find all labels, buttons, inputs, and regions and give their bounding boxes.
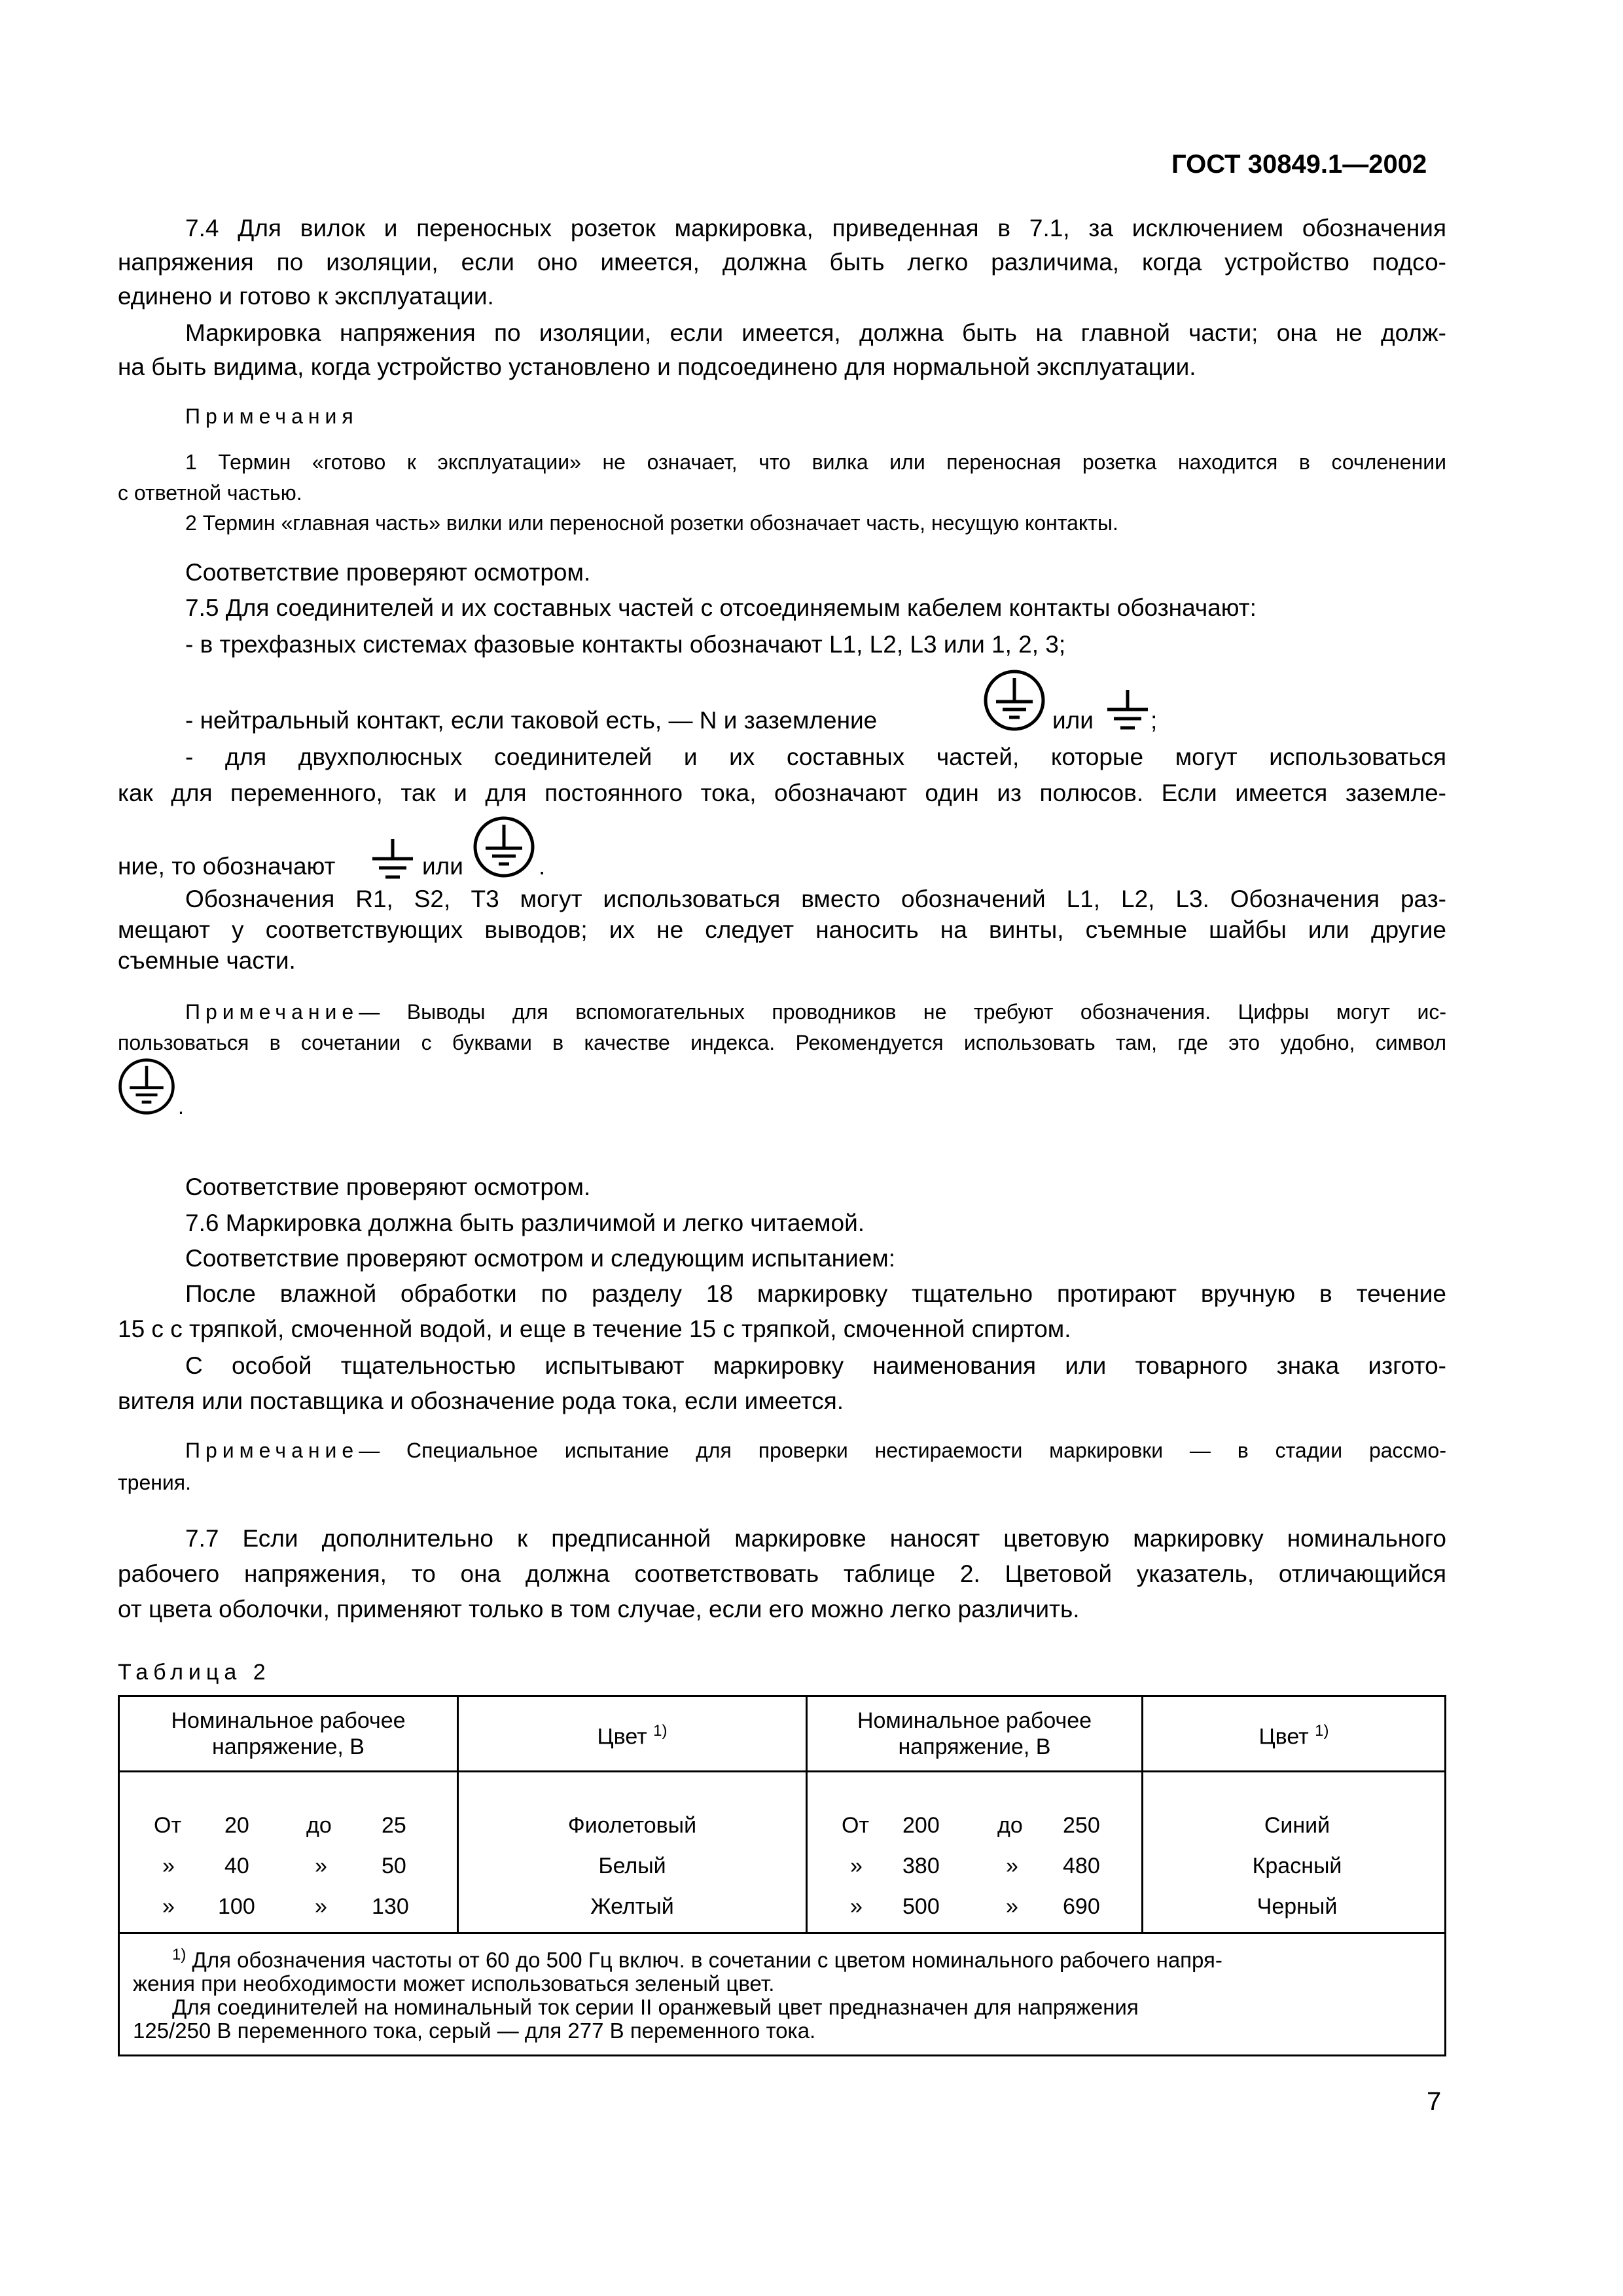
table-row-3-from: 100 bbox=[218, 1894, 255, 1919]
table-row-5-color: Красный bbox=[1252, 1854, 1342, 1878]
p77-line1: 7.7 Если дополнительно к предписанной маркировке наносят цветовую маркировку номинального bbox=[185, 1525, 1446, 1552]
protective-earth-symbol-icon bbox=[116, 1056, 177, 1117]
p75-line4: - для двухполюсных соединителей и их составных частей, которые могут использоваться bbox=[185, 744, 1446, 770]
table-row-3-pre: » bbox=[162, 1894, 175, 1919]
p75-line6-or: или bbox=[422, 853, 463, 880]
table-row-3-color: Желтый bbox=[590, 1894, 674, 1919]
note-aux-line3: . bbox=[178, 1095, 184, 1119]
table-row-3-mid: » bbox=[315, 1894, 327, 1919]
table-row-6-to: 690 bbox=[1063, 1894, 1100, 1919]
table-row-1-mid: до bbox=[306, 1813, 332, 1838]
table-row-2-from: 40 bbox=[224, 1854, 249, 1878]
check-inspection-1: Соответствие проверяют осмотром. bbox=[185, 559, 591, 586]
table-row-2-mid: » bbox=[315, 1854, 327, 1878]
earth-icon bbox=[1105, 687, 1150, 734]
header-color-left-sup: 1) bbox=[653, 1721, 668, 1740]
notes-title: Примечания bbox=[185, 404, 359, 428]
header-voltage-right bbox=[807, 1696, 1143, 1772]
footnote-sup: 1) bbox=[172, 1946, 187, 1964]
standard-designation: ГОСТ 30849.1—2002 bbox=[1171, 150, 1427, 179]
p75-line6-end: . bbox=[539, 853, 546, 880]
table-row-4-to: 250 bbox=[1063, 1813, 1100, 1838]
header-voltage-right-l1: Номинальное рабочее bbox=[857, 1708, 1092, 1733]
p75-line2: - в трехфазных системах фазовые контакты обозначают L1, L2, L3 или 1, 2, 3; bbox=[185, 631, 1066, 658]
p75-designation-line1: Обозначения R1, S2, T3 могут использоваться вместо обозначений L1, L2, L3. Обозначения раз- bbox=[185, 886, 1446, 912]
voltage-color-table bbox=[118, 1695, 1446, 2056]
note-test-text: — Специальное испытание для проверки нестираемости маркировки — в стадии рассмо- bbox=[359, 1439, 1446, 1462]
protective-earth-circle-icon bbox=[982, 668, 1047, 733]
p76-line4: 15 с с тряпкой, смоченной водой, и еще в течение 15 с тряпкой, смоченной спиртом. bbox=[118, 1316, 1071, 1342]
right-color-cell bbox=[1143, 1772, 1446, 1933]
left-color-cell bbox=[458, 1772, 807, 1933]
p75-designation-line2: мещают у соответствующих выводов; их не следует наносить на винты, съемные шайбы или другие bbox=[118, 916, 1446, 943]
p75-line6-text: ние, то обозначают bbox=[118, 853, 336, 880]
check-inspection-2: Соответствие проверяют осмотром. bbox=[185, 1174, 591, 1200]
footnote-line2: жения при необходимости может использоваться зеленый цвет. bbox=[133, 1971, 775, 1996]
table-row-1-to: 25 bbox=[382, 1813, 406, 1838]
note-aux-line2: пользоваться в сочетании с буквами в качестве индекса. Рекомендуется использовать там, где это удобно, символ bbox=[118, 1031, 1446, 1054]
p76-line5: С особой тщательностью испытывают маркировку наименования или товарного знака изгото- bbox=[185, 1352, 1446, 1379]
note-aux-line1 bbox=[185, 997, 1446, 1027]
table-row-6-from: 500 bbox=[902, 1894, 940, 1919]
table-row-2-pre: » bbox=[162, 1854, 175, 1878]
table-row-5-from: 380 bbox=[902, 1854, 940, 1878]
table-row-4-from: 200 bbox=[902, 1813, 940, 1838]
header-voltage-left-l2: напряжение, В bbox=[212, 1734, 365, 1759]
p75-line1: 7.5 Для соединителей и их составных частей с отсоединяемым кабелем контакты обозначают: bbox=[185, 594, 1257, 621]
table-row-4-color: Синий bbox=[1264, 1813, 1330, 1838]
header-color-left bbox=[458, 1696, 807, 1772]
header-color-left-text: Цвет bbox=[597, 1724, 647, 1749]
table-row-5-to: 480 bbox=[1063, 1854, 1100, 1878]
note-test-line2: трения. bbox=[118, 1471, 192, 1494]
p75-designation-line3: съемные части. bbox=[118, 947, 296, 974]
p75-line3-text: - нейтральный контакт, если таковой есть, — N и заземление bbox=[185, 707, 878, 734]
p77-line3: от цвета оболочки, применяют только в том случае, если его можно легко различить. bbox=[118, 1596, 1080, 1623]
note1-line1: 1 Термин «готово к эксплуатации» не означает, что вилка или переносная розетка находится в сочленении bbox=[185, 450, 1446, 474]
table-row-1-from: 20 bbox=[224, 1813, 249, 1838]
table-row-1-color: Фиолетовый bbox=[567, 1813, 697, 1838]
table-caption: Таблица 2 bbox=[118, 1660, 271, 1685]
footnote-line1 bbox=[133, 1943, 1431, 1972]
protective-earth-circle-icon-2 bbox=[471, 814, 537, 880]
header-voltage-left bbox=[119, 1696, 458, 1772]
header-voltage-left-l1: Номинальное рабочее bbox=[171, 1708, 406, 1733]
table-footnote bbox=[119, 1933, 1446, 2056]
p74-marking-line2: на быть видима, когда устройство установлено и подсоединено для нормальной эксплуатации. bbox=[118, 353, 1196, 380]
table-row-4-pre: От bbox=[842, 1813, 870, 1838]
table-row-4-mid: до bbox=[997, 1813, 1023, 1838]
p75-line3-end: ; bbox=[1150, 707, 1158, 734]
p77-line2: рабочего напряжения, то она должна соответствовать таблице 2. Цветовой указатель, отличающийся bbox=[118, 1560, 1446, 1587]
table-row-6-pre: » bbox=[850, 1894, 863, 1919]
table-row-2-to: 50 bbox=[382, 1854, 406, 1878]
header-color-right-text: Цвет bbox=[1258, 1724, 1309, 1749]
p75-line5: как для переменного, так и для постоянного тока, обозначают один из полюсов. Если имеется заземле- bbox=[118, 780, 1446, 806]
table-row-6-color: Черный bbox=[1257, 1894, 1338, 1919]
footnote-text-1: Для обозначения частоты от 60 до 500 Гц включ. в сочетании с цветом номинального рабочего напря- bbox=[192, 1948, 1222, 1972]
footnote-line4: 125/250 В переменного тока, серый — для 277 В переменного тока. bbox=[133, 2018, 816, 2043]
p74-line3: единено и готово к эксплуатации. bbox=[118, 283, 494, 310]
p75-line3-or: или bbox=[1052, 707, 1094, 734]
p76-line1: 7.6 Маркировка должна быть различимой и легко читаемой. bbox=[185, 1210, 865, 1236]
table-row-6-mid: » bbox=[1006, 1894, 1018, 1919]
note-test-label: Примечание bbox=[185, 1439, 359, 1462]
p76-line2: Соответствие проверяют осмотром и следующим испытанием: bbox=[185, 1245, 895, 1272]
page-number: 7 bbox=[1427, 2087, 1442, 2116]
p76-line3: После влажной обработки по разделу 18 маркировку тщательно протирают вручную в течение bbox=[185, 1280, 1446, 1307]
p74-line2: напряжения по изоляции, если оно имеется, должна быть легко различима, когда устройство подсо- bbox=[118, 249, 1446, 276]
header-color-right-sup: 1) bbox=[1315, 1721, 1329, 1740]
note-aux-label: Примечание bbox=[185, 1000, 359, 1024]
p76-line6: вителя или поставщика и обозначение рода тока, если имеется. bbox=[118, 1388, 844, 1414]
table-row-5-pre: » bbox=[850, 1854, 863, 1878]
table-row-3-to: 130 bbox=[372, 1894, 409, 1919]
note-test-line1 bbox=[185, 1435, 1446, 1465]
table-row-2-color: Белый bbox=[598, 1854, 666, 1878]
table-row-1-pre: От bbox=[154, 1813, 182, 1838]
note2: 2 Термин «главная часть» вилки или переносной розетки обозначает часть, несущую контакты. bbox=[185, 511, 1118, 535]
footnote-line3: Для соединителей на номинальный ток серии II оранжевый цвет предназначен для напряжения bbox=[172, 1995, 1139, 2019]
note1-line2: с ответной частью. bbox=[118, 481, 302, 505]
header-color-right bbox=[1143, 1696, 1446, 1772]
p74-marking-line1: Маркировка напряжения по изоляции, если имеется, должна быть на главной части; она не долж- bbox=[185, 319, 1446, 346]
p74-line1: 7.4 Для вилок и переносных розеток маркировка, приведенная в 7.1, за исключением обозначения bbox=[185, 215, 1446, 242]
right-voltage-cell bbox=[807, 1772, 1143, 1933]
left-voltage-cell bbox=[119, 1772, 458, 1933]
earth-icon-2 bbox=[370, 836, 416, 884]
header-voltage-right-l2: напряжение, В bbox=[898, 1734, 1051, 1759]
note-aux-text: — Выводы для вспомогательных проводников не требуют обозначения. Цифры могут ис- bbox=[359, 1000, 1446, 1024]
table-row-5-mid: » bbox=[1006, 1854, 1018, 1878]
